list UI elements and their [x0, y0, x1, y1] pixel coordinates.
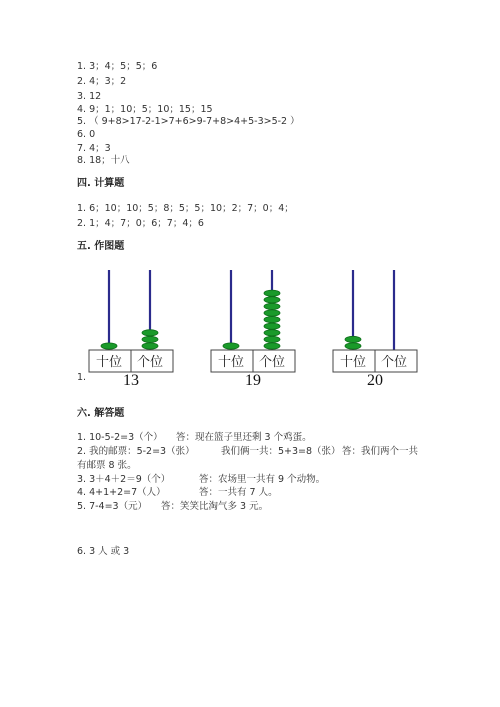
ones-label: 个位 [380, 355, 408, 370]
abacus-2 [210, 262, 296, 394]
answer-line-2: 2. 4；3；2 [77, 76, 127, 87]
answer-line-8: 8. 18；十八 [77, 155, 130, 166]
tens-label: 十位 [339, 355, 367, 370]
problem-2-continuation: 有邮票 8 张。 [77, 460, 137, 471]
problem-3-calc: 3. 3＋4＋2＝9（个） [77, 474, 171, 485]
problem-6-answer: 6. 3 人 或 3 [77, 546, 130, 557]
section-heading-drawing: 五. 作图题 [77, 241, 125, 252]
calc-line-2: 2. 1；4；7；0；6；7；4；6 [77, 218, 204, 229]
section-heading-calculation: 四. 计算题 [77, 178, 125, 189]
ones-label: 个位 [136, 355, 164, 370]
abacus-bead-ones [142, 343, 158, 349]
problem-5-answer: 答：笑笑比淘气多 3 元。 [161, 501, 269, 512]
abacus-bead-ones [264, 290, 280, 296]
answer-line-1: 1. 3；4；5；5；6 [77, 61, 158, 72]
abacus-bead-ones [264, 317, 280, 323]
abacus-bead-tens [101, 343, 117, 349]
tens-label: 十位 [217, 355, 245, 370]
answer-line-4: 4. 9；1；10；5；10；15；15 [77, 104, 213, 115]
abacus-bead-tens [345, 336, 361, 342]
problem-4-calc: 4. 4+1+2=7（人） [77, 487, 166, 498]
section-heading-word-problems: 六. 解答题 [77, 408, 125, 419]
problem-2-middle: 我们俩一共：5+3=8（张） [221, 446, 341, 457]
abacus-bead-tens [223, 343, 239, 349]
abacus-bead-tens [345, 343, 361, 349]
abacus-1 [88, 262, 174, 394]
abacus-bead-ones [142, 336, 158, 342]
problem-1-answer: 答：现在篮子里还剩 3 个鸡蛋。 [176, 432, 312, 443]
answer-line-7: 7. 4；3 [77, 143, 111, 154]
drawing-item-label: 1. [77, 372, 87, 383]
calc-line-1: 1. 6；10；10；5；8；5；5；10；2；7；0；4； [77, 203, 294, 214]
abacus-bead-ones [142, 330, 158, 336]
abacus-2-number: 19 [245, 372, 261, 389]
problem-5-calc: 5. 7-4=3（元） [77, 501, 148, 512]
problem-4-answer: 答：一共有 7 人。 [199, 487, 278, 498]
abacus-bead-ones [264, 330, 280, 336]
abacus-bead-ones [264, 323, 280, 329]
tens-label: 十位 [95, 355, 123, 370]
abacus-bead-ones [264, 310, 280, 316]
answer-line-3: 3. 12 [77, 91, 102, 102]
abacus-bead-ones [264, 336, 280, 342]
problem-3-answer: 答：农场里一共有 9 个动物。 [199, 474, 326, 485]
abacus-bead-ones [264, 343, 280, 349]
answer-line-5: 5. （ 9+8>17-2-1>7+6>9-7+8>4+5-3>5-2 ） [77, 116, 300, 127]
ones-label: 个位 [258, 355, 286, 370]
problem-2-answer: 答：我们两个一共 [342, 446, 419, 457]
abacus-3-number: 20 [367, 372, 383, 389]
problem-1-calc: 1. 10-5-2=3（个） [77, 432, 163, 443]
abacus-1-number: 13 [123, 372, 139, 389]
answer-line-6: 6. 0 [77, 129, 96, 140]
problem-2-calc: 2. 我的邮票：5-2=3（张） [77, 446, 195, 457]
abacus-bead-ones [264, 297, 280, 303]
abacus-bead-ones [264, 303, 280, 309]
abacus-3 [332, 262, 418, 394]
